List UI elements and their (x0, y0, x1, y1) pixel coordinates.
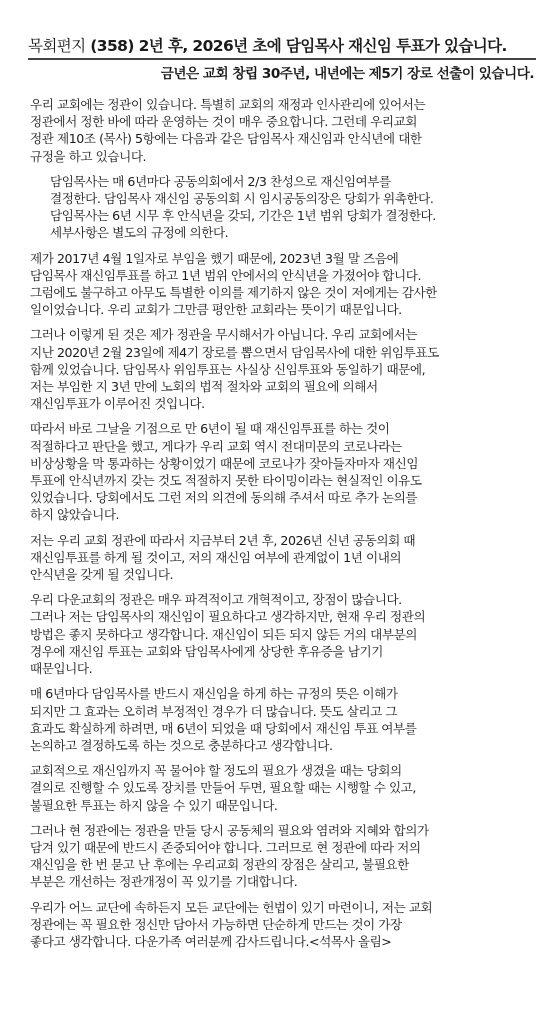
paragraph (30, 762, 536, 814)
text-line: 불필요한 투표는 하지 않을 수 있기 때문입니다. (30, 797, 278, 813)
paragraph (30, 685, 536, 754)
text-line: 그럼에도 불구하고 아무도 특별한 이의를 제기하지 않은 것이 저에게는 감사한 (30, 285, 437, 301)
text-line: 하지 않았습니다. (30, 507, 120, 523)
text-line: 결의로 진행할 수 있도록 장치를 만들어 두면, 필요할 때는 시행할 수 있고, (30, 780, 416, 796)
text-line: 경우에 재신임 투표는 교회와 담임목사에게 상당한 후유증을 남기기 (30, 643, 383, 659)
text-line: 교회적으로 재신임까지 꼭 물어야 할 정도의 필요가 생겼을 때는 당회의 (30, 763, 402, 779)
series-number: (358) (90, 37, 134, 55)
text-line: 비상상황을 막 통과하는 상황이었기 때문에 코로나가 잦아들자마자 재신임 (30, 455, 419, 471)
text-line: 효과도 확실하게 하려면, 매 6년이 되었을 때 당회에서 재신임 투표 여부를 (30, 720, 417, 736)
text-line: 담겨 있기 때문에 반드시 존중되어야 합니다. 그러므로 현 정관에 따라 저의 (30, 839, 421, 855)
text-line: 저는 우리 교회 정관에 따라서 지금부터 2년 후, 2026년 신년 공동의회 때 (30, 532, 416, 548)
text-line: 함께 있었습니다. 담임목사 위임투표는 사실상 신임투표와 동일하기 때문에, (30, 361, 426, 377)
text-line: 담임목사는 매 6년마다 공동의회에서 2/3 찬성으로 재신임여부를 (50, 173, 391, 189)
series-label: 목회편지 (28, 37, 86, 55)
paragraph (30, 326, 536, 412)
text-line: 정관 제10조 (목사) 5항에는 다음과 같은 담임목사 재신임과 안식년에 대한 (30, 131, 422, 147)
text-line: 우리 교회에는 정관이 있습니다. 특별히 교회의 재정과 인사관리에 있어서는 (30, 97, 426, 112)
text-line: 방법은 좋지 못하다고 생각합니다. 재신임이 되든 되지 않든 거의 대부분의 (30, 626, 417, 642)
text-line: 지난 2020년 2월 23일에 제4기 장로를 뽑으면서 담임목사에 대한 위임투표도 (30, 344, 439, 360)
text-line: 그러나 이렇게 된 것은 제가 정관을 무시해서가 아닙니다. 우리 교회에서는 (30, 327, 417, 343)
text-line: 담임목사 재신임투표를 하고 1년 범위 안에서의 안식년을 가졌어야 합니다. (30, 267, 422, 283)
text-line: 일이었습니다. 우리 교회가 그만큼 평안한 교회라는 뜻이기 때문입니다. (30, 302, 402, 318)
paragraph (30, 420, 536, 523)
text-line: 우리 다운교회의 정관은 매우 파격적이고 개혁적이고, 장점이 많습니다. (30, 592, 402, 608)
text-line: 좋다고 생각합니다. 다운가족 여러분께 감사드립니다.<석목사 올림> (30, 933, 392, 949)
page-subtitle: 금년은 교회 창립 30주년, 내년에는 제5기 장로 선출이 있습니다. (160, 66, 534, 82)
text-line: 정관에서 정한 바에 따라 운영하는 것이 매우 중요합니다. 그런데 우리교회 (30, 114, 417, 130)
text-line: 재신임을 한 번 묻고 난 후에는 우리교회 정관의 장점은 살리고, 불필요한 (30, 857, 409, 873)
bylaw-quote (30, 173, 536, 242)
text-line: 규정을 하고 있습니다. (30, 148, 147, 164)
title-text: 2년 후, 2026년 초에 담임목사 재신임 투표가 있습니다. (138, 37, 507, 55)
text-line: 제가 2017년 4월 1일자로 부임을 했기 때문에, 2023년 3월 말 즈음에 (30, 250, 399, 266)
paragraph (30, 822, 536, 891)
text-line: 담임목사는 6년 시무 후 안식년을 갖되, 기간은 1년 범위 당회가 결정한다. (50, 208, 436, 224)
text-line: 적절하다고 판단을 했고, 게다가 우리 교회 역시 전대미문의 코로나라는 (30, 438, 402, 454)
text-line: 투표에 안식년까지 갖는 것도 적절하지 못한 타이밍이라는 현실적인 이유도 (30, 473, 422, 489)
text-line: 따라서 바로 그날을 기점으로 만 6년이 될 때 재신임투표를 하는 것이 (30, 421, 390, 437)
text-line: 논의하고 결정하도록 하는 것으로 충분하다고 생각합니다. (30, 737, 333, 753)
text-line: 세부사항은 별도의 규정에 의한다. (50, 225, 229, 241)
text-line: 안식년을 갖게 될 것입니다. (30, 567, 174, 583)
page-title (28, 36, 538, 56)
paragraph-closing (30, 899, 536, 951)
paragraph-intro (30, 96, 536, 165)
text-line: 저는 부임한 지 3년 만에 노회의 법적 절차와 교회의 필요에 의해서 (30, 379, 378, 395)
paragraph (30, 591, 536, 677)
text-line: 매 6년마다 담임목사를 반드시 재신임을 하게 하는 규정의 뜻은 이해가 (30, 686, 398, 702)
text-line: 결정한다. 담임목사 재신임 공동의회 시 임시공동의장은 당회가 위촉한다. (50, 191, 434, 207)
text-line: 정관에는 꼭 필요한 정신만 담아서 가능하면 단순하게 만드는 것이 가장 (30, 916, 402, 932)
text-line: 우리가 어느 교단에 속하든지 모든 교단에는 헌법이 있기 마련이니, 저는 교회 (30, 899, 433, 915)
letter-body (30, 96, 536, 958)
text-line: 부분은 개선하는 정관개정이 꼭 있기를 기대합니다. (30, 874, 298, 890)
paragraph (30, 250, 536, 319)
text-line: 그러나 저는 담임목사의 재신임이 필요하다고 생각하지만, 현재 우리 정관의 (30, 609, 426, 625)
text-line: 그러나 현 정관에는 정관을 만들 당시 공동체의 필요와 염려와 지혜와 합의가 (30, 822, 429, 838)
text-line: 재신임투표를 하게 될 것이고, 저의 재신임 여부에 관계없이 1년 이내의 (30, 549, 402, 565)
title-divider (28, 58, 536, 60)
text-line: 있었습니다. 당회에서도 그런 저의 의견에 동의해 주셔서 따로 추가 논의를 (30, 490, 417, 506)
text-line: 되지만 그 효과는 오히려 부정적인 경우가 더 많습니다. 뜻도 살리고 그 (30, 703, 398, 719)
text-line: 때문입니다. (30, 661, 93, 677)
paragraph (30, 532, 536, 584)
header (28, 36, 538, 56)
text-line: 재신임투표가 이루어진 것입니다. (30, 396, 205, 412)
